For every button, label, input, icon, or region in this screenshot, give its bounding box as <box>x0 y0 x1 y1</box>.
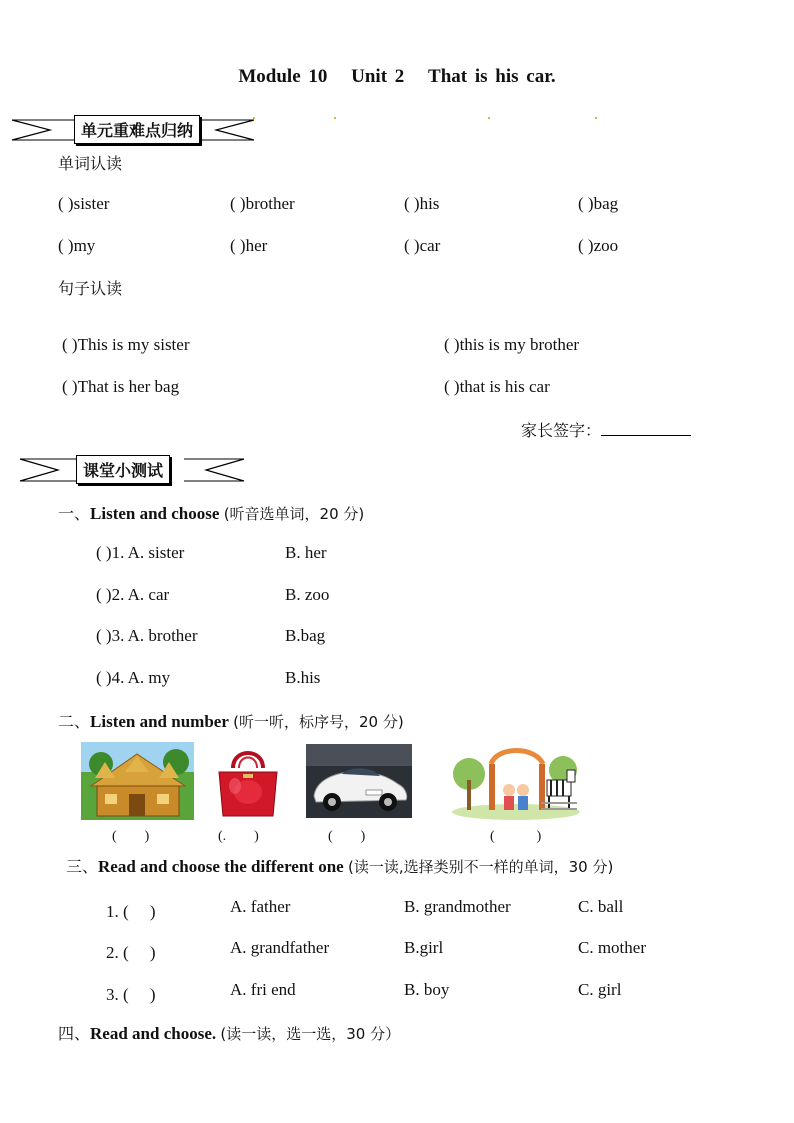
word-item: ( )his <box>404 194 440 213</box>
word-item: ( )brother <box>230 194 295 213</box>
word-item: ( )my <box>58 236 96 255</box>
diff-option: C. mother <box>578 938 646 957</box>
word-item: ( )her <box>230 236 268 255</box>
picture-answer-2[interactable]: (. ) <box>218 829 259 844</box>
choice-option: B. her <box>285 543 327 562</box>
word-item: ( )zoo <box>578 236 619 255</box>
word-item: ( )car <box>404 236 441 255</box>
choice-option: B. zoo <box>285 585 330 604</box>
section-2-heading: 二、Listen and number (听一听，标序号，20 分) <box>58 712 404 731</box>
car-picture <box>306 744 412 818</box>
diff-option: B. boy <box>404 980 450 999</box>
words-heading: 单词认读 <box>58 154 123 173</box>
word-item: ( )bag <box>578 194 619 213</box>
diff-item-number: 1. ( ) <box>106 902 156 921</box>
section-banner-1: 单元重难点归纳 <box>74 115 200 144</box>
zoo-picture <box>451 740 581 820</box>
diff-item-number: 2. ( ) <box>106 943 156 962</box>
diff-option: A. grandfather <box>230 938 330 957</box>
picture-answer-4[interactable]: ( ) <box>490 829 542 844</box>
section-4-heading: 四、Read and choose. (读一读，选一选，30 分） <box>58 1024 401 1043</box>
house-picture <box>81 742 194 820</box>
choice-item: ( )1. A. sister <box>96 543 185 562</box>
diff-option: B.girl <box>404 938 444 957</box>
page-title: Module 10 Unit 2 That is his car. <box>238 66 556 87</box>
signature-line[interactable] <box>601 421 691 436</box>
diff-option: A. father <box>230 897 291 916</box>
sentences-heading: 句子认读 <box>58 279 123 298</box>
handbag-picture <box>213 742 283 820</box>
section-banner-2: 课堂小测试 <box>76 455 170 484</box>
choice-item: ( )2. A. car <box>96 585 170 604</box>
sentence-item: ( )This is my sister <box>62 335 190 354</box>
choice-item: ( )4. A. my <box>96 668 171 687</box>
diff-option: C. ball <box>578 897 624 916</box>
word-item: ( )sister <box>58 194 110 213</box>
diff-option: B. grandmother <box>404 897 511 916</box>
parent-signature: 家长签字： <box>521 418 691 441</box>
choice-option: B.his <box>285 668 321 687</box>
section-3-heading: 三、Read and choose the different one (读一读,选择类别不一样的单词，30 分) <box>66 857 614 876</box>
picture-answer-1[interactable]: ( ) <box>112 829 150 844</box>
diff-option: C. girl <box>578 980 622 999</box>
choice-option: B.bag <box>285 626 326 645</box>
choice-item: ( )3. A. brother <box>96 626 198 645</box>
sentence-item: ( )this is my brother <box>444 335 580 354</box>
section-1-heading: 一、Listen and choose (听音选单词，20 分) <box>58 504 365 523</box>
sentence-item: ( )that is his car <box>444 377 550 396</box>
picture-answer-3[interactable]: ( ) <box>328 829 366 844</box>
diff-option: A. fri end <box>230 980 296 999</box>
diff-item-number: 3. ( ) <box>106 985 156 1004</box>
sentence-item: ( )That is her bag <box>62 377 180 396</box>
